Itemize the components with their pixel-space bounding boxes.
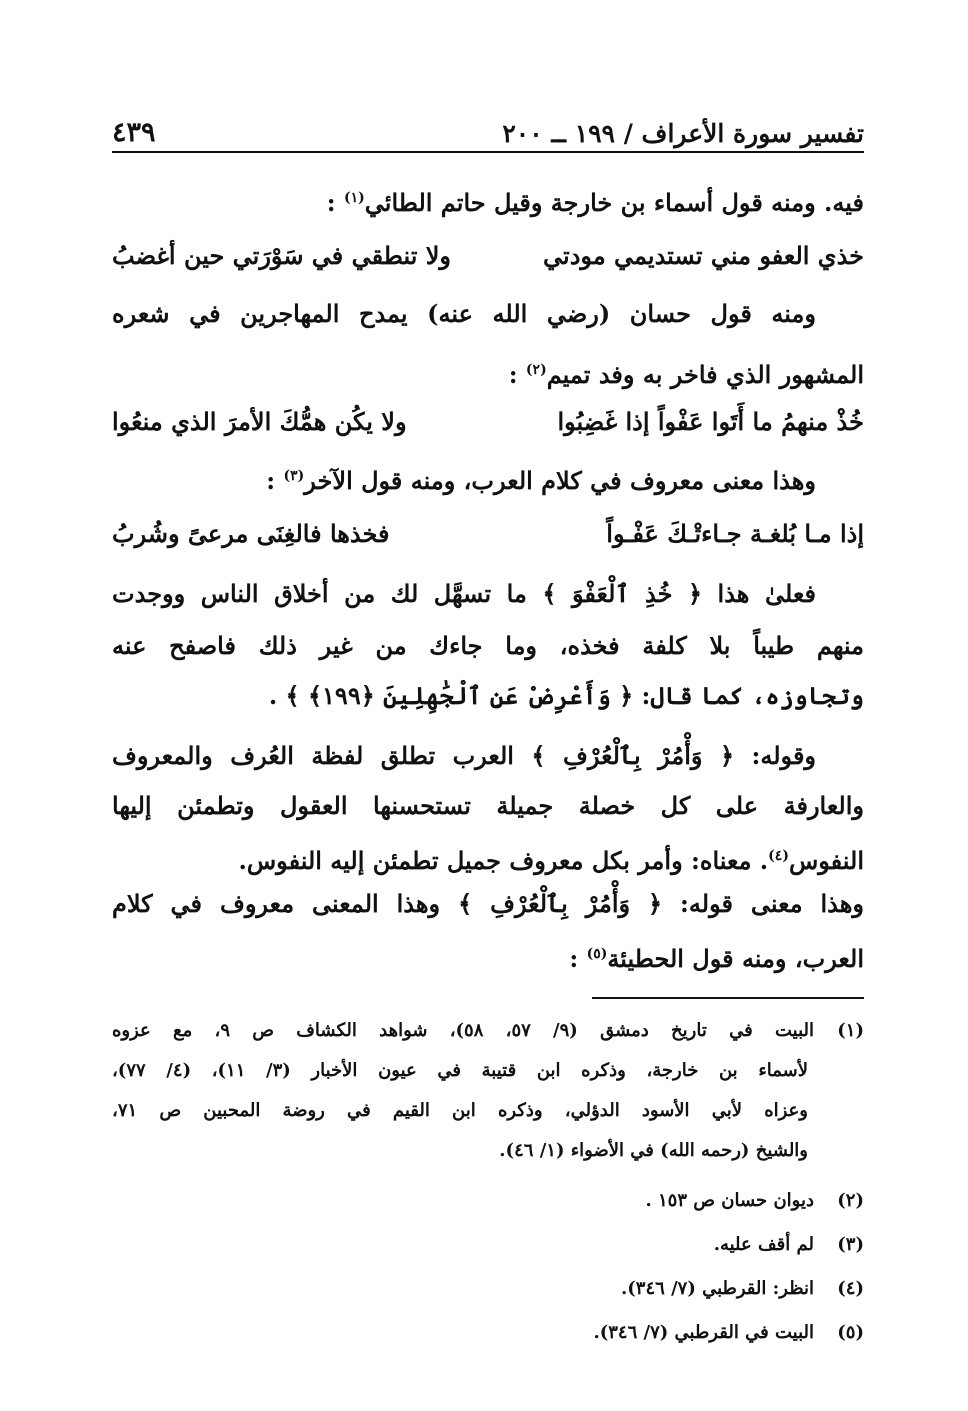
footnote-3 xyxy=(112,1230,864,1260)
running-header xyxy=(112,108,864,148)
footnote-text: ديوان حسان ص ١٥٣ . xyxy=(645,1190,814,1211)
line-end: : xyxy=(508,360,526,389)
footnote-text: البيت في القرطبي (٧/ ٣٤٦). xyxy=(593,1322,814,1343)
verse-1-hemistich-2: ولا تنطقي في سَوْرَتي حين أغضبُ xyxy=(112,241,452,270)
body-line-12 xyxy=(112,934,864,979)
verse-1 xyxy=(112,236,864,276)
footnote-separator xyxy=(592,997,864,999)
line-text: النفوس xyxy=(788,846,864,875)
line-end: : xyxy=(266,466,284,495)
line-text: العرب، ومنه قول الحطيئة xyxy=(607,944,864,973)
body-line-3 xyxy=(112,350,864,395)
body-line-5: فعلىٰ هذا ﴿ خُذِ ٱلْعَفْوَ ﴾ ما تسهَّل لك من أخلاق الناس ووجدت xyxy=(112,579,816,608)
footnote-1-line-2: لأسماء بن خارجة، وذكره ابن قتيبة في عيون الأخبار (٣/ ١١)، (٤/ ٧٧)، xyxy=(112,1060,809,1081)
line-end: : xyxy=(569,944,587,973)
footnote-number: (٥) xyxy=(837,1322,864,1343)
body-line-1 xyxy=(112,178,864,223)
footnote-ref-5: (٥) xyxy=(586,946,608,962)
footnote-1-line-3: وعزاه لأبي الأسود الدؤلي، وذكره ابن القيم في روضة المحبين ص ٧١، xyxy=(112,1100,808,1121)
verse-2-hemistich-1: خُذْ منهمُ ما أَتَوا عَفْواً إذا غَضِبُوا xyxy=(557,407,864,436)
verse-2-hemistich-2: ولا يكُن همُّكَ الأمرَ الذي منعُوا xyxy=(112,407,407,436)
body-line-9: والعارفة على كل خصلة جميلة تستحسنها العقول وتطمئن إليها xyxy=(112,791,864,820)
footnote-2 xyxy=(112,1186,864,1216)
page-number: ٤٣٩ xyxy=(112,117,156,148)
footnote-4 xyxy=(112,1274,864,1304)
footnote-text: لم أقف عليه. xyxy=(713,1234,814,1255)
body-line-4 xyxy=(112,456,864,501)
header-title: تفسير سورة الأعراف / ١٩٩ ــ ٢٠٠ xyxy=(502,119,864,148)
footnote-1-line-4: والشيخ (رحمه الله) في الأضواء (١/ ٤٦). xyxy=(499,1140,808,1161)
footnote-ref-1: (١) xyxy=(343,190,365,206)
footnote-number: (٣) xyxy=(837,1234,864,1255)
line-text: المشهور الذي فاخر به وفد تميم xyxy=(546,360,864,389)
footnote-text: البيت في تاريخ دمشق (٩/ ٥٧، ٥٨)، شواهد الكشاف ص ٩، مع عزوه xyxy=(112,1020,814,1041)
footnote-ref-3: (٣) xyxy=(283,468,305,484)
footnote-number: (١) xyxy=(837,1020,864,1041)
verse-2 xyxy=(112,402,864,442)
body-line-11: وهذا معنى قوله: ﴿ وَأْمُرْ بِٱلْعُرْفِ ﴾ وهذا المعنى معروف في كلام xyxy=(112,889,864,918)
body-line-7: وتجاوزه، كما قال: ﴿ وَأَعْرِضْ عَنِ ٱلْجَٰهِلِينَ ﴿١٩٩﴾ ﴾ . xyxy=(268,681,864,710)
verse-1-hemistich-1: خذي العفو مني تستديمي مودتي xyxy=(543,241,864,270)
footnote-5 xyxy=(112,1318,864,1348)
verse-3 xyxy=(112,514,864,554)
footnote-ref-2: (٢) xyxy=(525,362,547,378)
footnote-text: انظر: القرطبي (٧/ ٣٤٦). xyxy=(620,1278,814,1299)
line-text: فيه. ومنه قول أسماء بن خارجة وقيل حاتم الطائي xyxy=(364,188,864,217)
line-text-rest: . معناه: وأمر بكل معروف جميل تطمئن إليه النفوس. xyxy=(238,846,769,875)
footnote-number: (٤) xyxy=(837,1278,864,1299)
footnote-ref-4: (٤) xyxy=(768,848,789,864)
body-line-6: منهم طيباً بلا كلفة فخذه، وما جاءك من غير ذلك فاصفح عنه xyxy=(112,631,864,660)
line-text: وهذا معنى معروف في كلام العرب، ومنه قول الآخر xyxy=(304,466,816,495)
footnote-number: (٢) xyxy=(837,1190,864,1211)
line-end: : xyxy=(326,188,344,217)
body-line-8: وقوله: ﴿ وَأْمُرْ بِٱلْعُرْفِ ﴾ العرب تطلق لفظة العُرف والمعروف xyxy=(112,741,816,770)
body-line-10 xyxy=(112,836,864,881)
body-line-2: ومنه قول حسان (رضي الله عنه) يمدح المهاجرين في شعره xyxy=(112,299,816,328)
footnote-1 xyxy=(112,1016,864,1046)
header-rule xyxy=(112,151,864,153)
verse-3-hemistich-2: فخذها فالغِنَى مرعىً وشُربُ xyxy=(112,519,390,548)
verse-3-hemistich-1: إذا مـا بُلغـة جـاءتْـكَ عَفْـواً xyxy=(606,519,864,548)
